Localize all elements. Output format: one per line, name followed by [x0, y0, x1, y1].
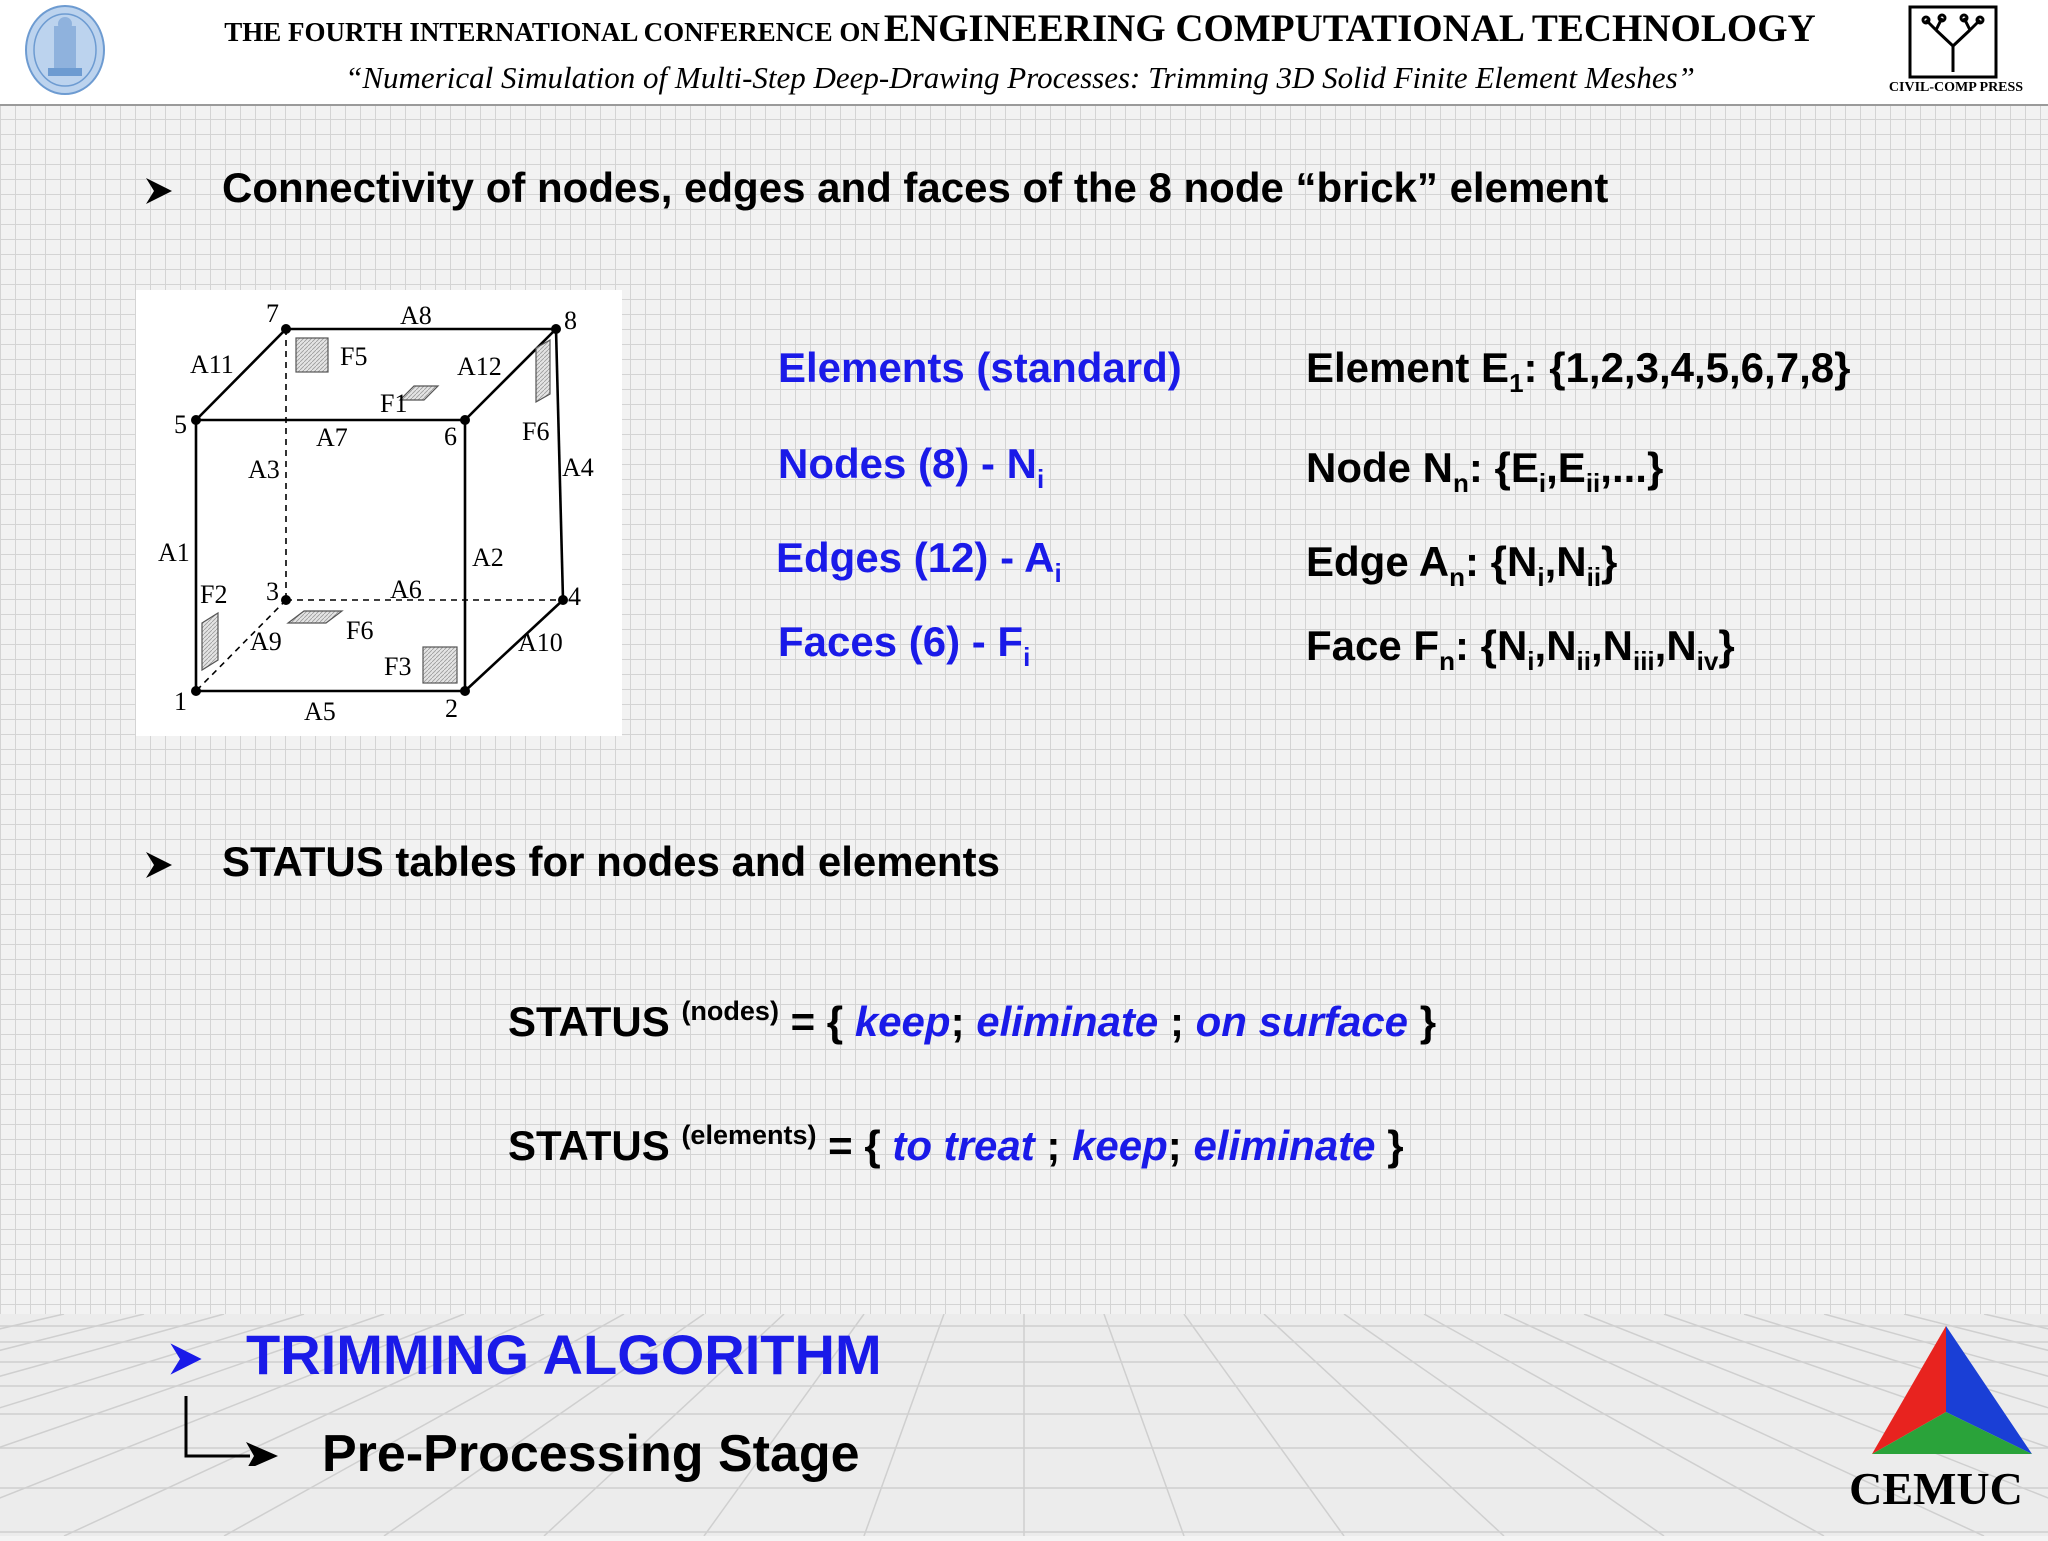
- edge-label-a3: A3: [248, 455, 280, 484]
- slide-header: [0, 0, 2048, 106]
- paper-title: “Numerical Simulation of Multi-Step Deep-Drawing Processes: Trimming 3D Solid Finite Element Meshes”: [345, 60, 1695, 95]
- brick-element-diagram: [136, 290, 622, 736]
- edge-label-a11: A11: [190, 350, 234, 379]
- status-value-on-surface: on surface: [1195, 998, 1409, 1045]
- face-label-f3: F3: [384, 652, 412, 681]
- cemuc-logo: [1860, 1322, 2040, 1462]
- edge-label-a10: A10: [518, 628, 563, 657]
- def-element-set: Element $E_1$: {1,2,3,4,5,6,7,8}: [1306, 344, 1851, 398]
- node-label-3: 3: [266, 577, 279, 606]
- face-label-f5: F5: [340, 342, 368, 371]
- face-label-f1: F1: [380, 389, 408, 418]
- face-marker-f5: [296, 338, 328, 372]
- status-value-keep: keep: [1072, 1122, 1168, 1169]
- conference-title: [140, 6, 1900, 51]
- edge-label-a1: A1: [158, 538, 190, 567]
- edge-label-a7: A7: [316, 423, 348, 452]
- bullet-arrow-icon: [144, 850, 174, 880]
- bullet-arrow-icon-blue: [168, 1341, 204, 1377]
- section-heading-connectivity: Connectivity of nodes, edges and faces of the 8 node “brick” element: [222, 164, 1609, 211]
- university-seal-logo: [24, 4, 106, 96]
- edge-label-a9: A9: [250, 627, 282, 656]
- conference-name: ENGINEERING COMPUTATIONAL TECHNOLOGY: [883, 7, 1816, 50]
- publisher-name: CIVIL-COMP PRESS: [1888, 80, 2024, 95]
- edge-label-a4: A4: [562, 453, 594, 482]
- def-edge-set: Edge $A_n$: $\{N_i,N_{ii}\}$: [1306, 538, 1618, 592]
- edge-label-a6: A6: [390, 575, 422, 604]
- section-heading-status: STATUS tables for nodes and elements: [222, 838, 1000, 885]
- face-label-f2: F2: [200, 580, 228, 609]
- def-nodes-label: Nodes $(8) - N_i$: [778, 440, 1045, 494]
- face-marker-f6-right: [536, 340, 550, 402]
- def-faces-label: Faces $(6) - F_i$: [778, 618, 1031, 672]
- sub-step-arrow-icon: [180, 1394, 290, 1466]
- def-face-set: Face $F_n$: $\{N_i,N_{ii},N_{iii},N_{iv}\}$: [1306, 622, 1735, 676]
- status-value-keep: keep: [854, 998, 951, 1045]
- edge-label-a5: A5: [304, 697, 336, 726]
- node-label-2: 2: [445, 694, 458, 723]
- face-marker-f2: [202, 613, 218, 670]
- node-label-4: 4: [568, 582, 581, 611]
- status-value-to-treat: to treat: [892, 1122, 1035, 1169]
- status-nodes-equation: STATUS $^{(nodes)}$ = { keep; eliminate ; on surface }: [508, 996, 1437, 1045]
- def-edges-label: Edges $(12) - A_i$: [776, 534, 1062, 588]
- conference-prefix: THE FOURTH INTERNATIONAL CONFERENCE ON: [224, 17, 880, 47]
- edge-label-a2: A2: [472, 543, 504, 572]
- node-label-6: 6: [444, 422, 457, 451]
- bullet-arrow-icon: [144, 176, 174, 206]
- edge-label-a8: A8: [400, 301, 432, 330]
- cemuc-logo-text: CEMUC: [1849, 1463, 2023, 1514]
- def-node-set: Node $N_n$: $\{E_i,E_{ii},...\}$: [1306, 444, 1664, 498]
- cube-drawing: [136, 290, 622, 736]
- node-label-8: 8: [564, 306, 577, 335]
- status-value-eliminate: eliminate: [976, 998, 1159, 1045]
- node-label-5: 5: [174, 410, 187, 439]
- trimming-algorithm-title: TRIMMING ALGORITHM: [246, 1323, 882, 1386]
- node-label-1: 1: [174, 687, 187, 716]
- status-elements-equation: STATUS $^{(elements)}$ = { to treat ; keep; eliminate }: [508, 1120, 1404, 1169]
- face-label-f6-bottom: F6: [346, 616, 374, 645]
- status-value-eliminate: eliminate: [1193, 1122, 1376, 1169]
- pre-processing-stage-title: Pre-Processing Stage: [322, 1425, 860, 1483]
- face-marker-f6-bottom: [288, 611, 342, 623]
- face-marker-f3: [423, 647, 457, 683]
- node-label-7: 7: [266, 299, 279, 328]
- def-elements-label: Elements (standard): [778, 344, 1182, 391]
- edge-label-a12: A12: [457, 352, 502, 381]
- face-label-f6-right: F6: [522, 417, 550, 446]
